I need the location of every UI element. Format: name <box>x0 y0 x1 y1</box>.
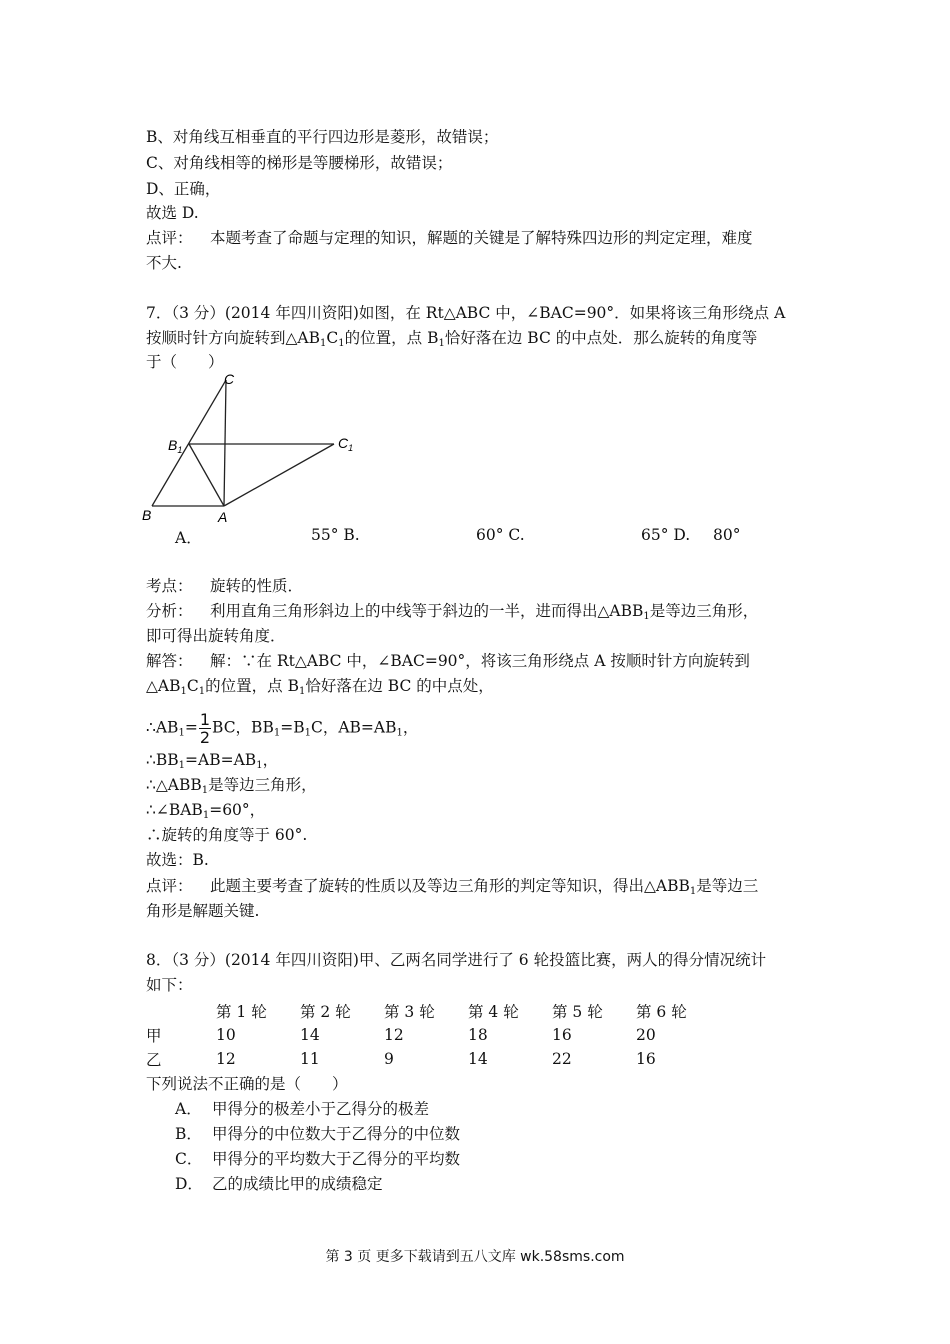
text: 恰好落在边 BC 的中点处．那么旋转的角度等 <box>444 329 758 347</box>
table-cell: 12 <box>216 1050 236 1068</box>
q7-review <box>146 876 758 896</box>
q6-option-b: B、对角线互相垂直的平行四边形是菱形，故错误； <box>146 128 499 146</box>
text: BC，BB <box>212 718 274 737</box>
text: ∴BB <box>146 751 179 769</box>
subscript: 1 <box>438 338 445 349</box>
table-header-cell: 第 1 轮 <box>216 1003 267 1021</box>
kaodian-label: 考点： <box>146 577 193 595</box>
label-b1: $B_1$ <box>168 437 183 455</box>
q7-fenxi <box>146 601 758 621</box>
text: 的位置，点 B <box>344 329 439 347</box>
text: C <box>186 677 199 695</box>
text: 此题主要考查了旋转的性质以及等边三角形的判定等知识，得出△ABB <box>210 877 690 895</box>
option-key: C． <box>175 1150 203 1168</box>
q7-stem-line-1: 7．（3 分）(2014 年四川资阳)如图，在 Rt△ABC 中，∠BAC=90°．如果将该三角形绕点 A <box>146 304 786 322</box>
q7-step-4 <box>146 800 265 820</box>
table-row-label: 甲 <box>146 1027 162 1045</box>
text: △AB <box>146 677 181 695</box>
table-cell: 16 <box>552 1026 572 1044</box>
table-cell: 11 <box>300 1050 320 1068</box>
option-key: B． <box>175 1125 202 1143</box>
text: 利用直角三角形斜边上的中线等于斜边的一半，进而得出△ABB <box>210 602 644 620</box>
review-text: 本题考查了命题与定理的知识，解题的关键是了解特殊四边形的判定定理，难度 <box>210 229 753 247</box>
q6-option-d: D、正确， <box>146 180 221 198</box>
text: ， <box>402 718 419 737</box>
text: C，AB=AB <box>310 718 397 737</box>
q6-choice: 故选 D. <box>146 204 199 222</box>
label-a: A <box>218 509 228 525</box>
text: =B <box>280 718 305 737</box>
table-cell: 9 <box>384 1050 394 1068</box>
text: ∴∠BAB <box>146 801 203 819</box>
table-cell: 16 <box>636 1050 656 1068</box>
subscript: 1 <box>178 760 186 771</box>
subscript: 1 <box>320 338 327 349</box>
subscript: 1 <box>396 727 403 739</box>
subscript: 1 <box>689 886 697 897</box>
q7-kaodian <box>146 576 303 596</box>
text: ∴△ABB <box>146 776 202 794</box>
subscript: 1 <box>643 611 650 622</box>
text: 的位置，点 B <box>205 677 299 695</box>
text: =AB=AB <box>185 751 257 769</box>
text: C <box>326 329 339 347</box>
q7-step-3 <box>146 775 317 795</box>
q7-option-a-key: A． <box>175 529 202 547</box>
label-c1: $C_1$ <box>338 435 354 453</box>
q8-stem-line-1: 8．（3 分）(2014 年四川资阳)甲、乙两名同学进行了 6 轮投篮比赛，两人的得分情况统计 <box>146 951 767 969</box>
table-cell: 14 <box>300 1026 320 1044</box>
text: 解：∵在 Rt△ABC 中，∠BAC=90°，将该三角形绕点 A 按顺时针方向旋转到 <box>210 652 750 670</box>
option-key: D． <box>175 1175 203 1193</box>
subscript: 1 <box>298 686 306 697</box>
segment-ab1 <box>189 444 224 506</box>
label-b: B <box>142 507 152 523</box>
page-footer: 第 3 页 更多下载请到五八文库 wk.58sms.com <box>325 1249 625 1265</box>
label-c: C <box>224 371 235 387</box>
q8-option-c <box>175 1149 460 1169</box>
segment-ac <box>224 380 226 506</box>
q6-option-c: C、对角线相等的梯形是等腰梯形，故错误； <box>146 154 453 172</box>
q7-jieda <box>146 651 750 671</box>
q7-stem-line-3: 于（ ） <box>146 353 224 371</box>
option-key: A． <box>175 1100 202 1118</box>
fenxi-label: 分析： <box>146 602 193 620</box>
q7-step-5: ∴旋转的角度等于 60°. <box>146 826 308 844</box>
text: 是等边三 <box>696 877 759 895</box>
q6-review-cont: 不大. <box>146 254 182 272</box>
table-header-cell: 第 5 轮 <box>552 1003 603 1021</box>
segment-bc <box>152 380 226 506</box>
option-text: 甲得分的平均数大于乙得分的平均数 <box>212 1150 461 1168</box>
text: ∴AB <box>146 718 179 737</box>
text: ， <box>262 751 279 769</box>
option-text: 乙的成绩比甲的成绩稳定 <box>212 1175 383 1193</box>
q7-option-a-value: 55° B. <box>311 526 360 544</box>
segment-ac1 <box>224 444 334 506</box>
text: = <box>184 718 198 737</box>
rotation-triangle-figure <box>140 368 370 528</box>
subscript: 1 <box>180 686 187 697</box>
subscript: 1 <box>273 727 281 739</box>
text: 是等边三角形， <box>649 602 759 620</box>
table-header-cell: 第 3 轮 <box>384 1003 435 1021</box>
text: 按顺时针方向旋转到△AB <box>146 329 321 347</box>
q7-option-c-value: 65° D. <box>641 526 691 544</box>
subscript: 1 <box>202 810 210 821</box>
q8-question: 下列说法不正确的是（ ） <box>146 1075 348 1093</box>
subscript: 1 <box>338 338 345 349</box>
q7-stem-line-2 <box>146 328 757 348</box>
q7-option-b-value: 60° C. <box>476 526 525 544</box>
fraction-one-half <box>199 711 211 746</box>
q7-fenxi-cont: 即可得出旋转角度． <box>146 627 286 645</box>
jieda-label: 解答： <box>146 652 193 670</box>
subscript: 1 <box>201 785 209 796</box>
review-label: 点评： <box>146 877 193 895</box>
table-row-label: 乙 <box>146 1051 162 1069</box>
subscript: 1 <box>304 727 311 739</box>
table-cell: 14 <box>468 1050 488 1068</box>
q8-stem-line-2: 如下： <box>146 976 193 994</box>
text: =60°， <box>209 801 266 819</box>
text: 是等边三角形， <box>208 776 317 794</box>
table-header-cell: 第 6 轮 <box>636 1003 687 1021</box>
q7-review-cont: 角形是解题关键. <box>146 902 260 920</box>
kaodian-text: 旋转的性质． <box>210 577 304 595</box>
subscript: 1 <box>178 727 185 739</box>
q7-choice: 故选：B. <box>146 851 209 869</box>
q6-review <box>146 228 753 248</box>
table-header-cell: 第 2 轮 <box>300 1003 351 1021</box>
q8-option-d <box>175 1174 383 1194</box>
table-cell: 10 <box>216 1026 236 1044</box>
table-cell: 22 <box>552 1050 572 1068</box>
q8-option-b <box>175 1124 460 1144</box>
q7-jieda-cont <box>146 676 494 696</box>
q7-option-d-value: 80° <box>713 526 741 544</box>
table-cell: 12 <box>384 1026 404 1044</box>
fraction-numerator: 1 <box>199 710 211 729</box>
table-cell: 18 <box>468 1026 488 1044</box>
subscript: 1 <box>198 686 206 697</box>
review-label: 点评： <box>146 229 193 247</box>
q8-option-a <box>175 1099 429 1119</box>
subscript: 1 <box>256 760 263 771</box>
option-text: 甲得分的中位数大于乙得分的中位数 <box>212 1125 461 1143</box>
table-cell: 20 <box>636 1026 656 1044</box>
q7-step-2 <box>146 750 278 770</box>
table-header-cell: 第 4 轮 <box>468 1003 519 1021</box>
text: 恰好落在边 BC 的中点处， <box>305 677 494 695</box>
option-text: 甲得分的极差小于乙得分的极差 <box>212 1100 430 1118</box>
q7-step-1 <box>146 711 418 746</box>
fraction-denominator: 2 <box>199 728 211 747</box>
